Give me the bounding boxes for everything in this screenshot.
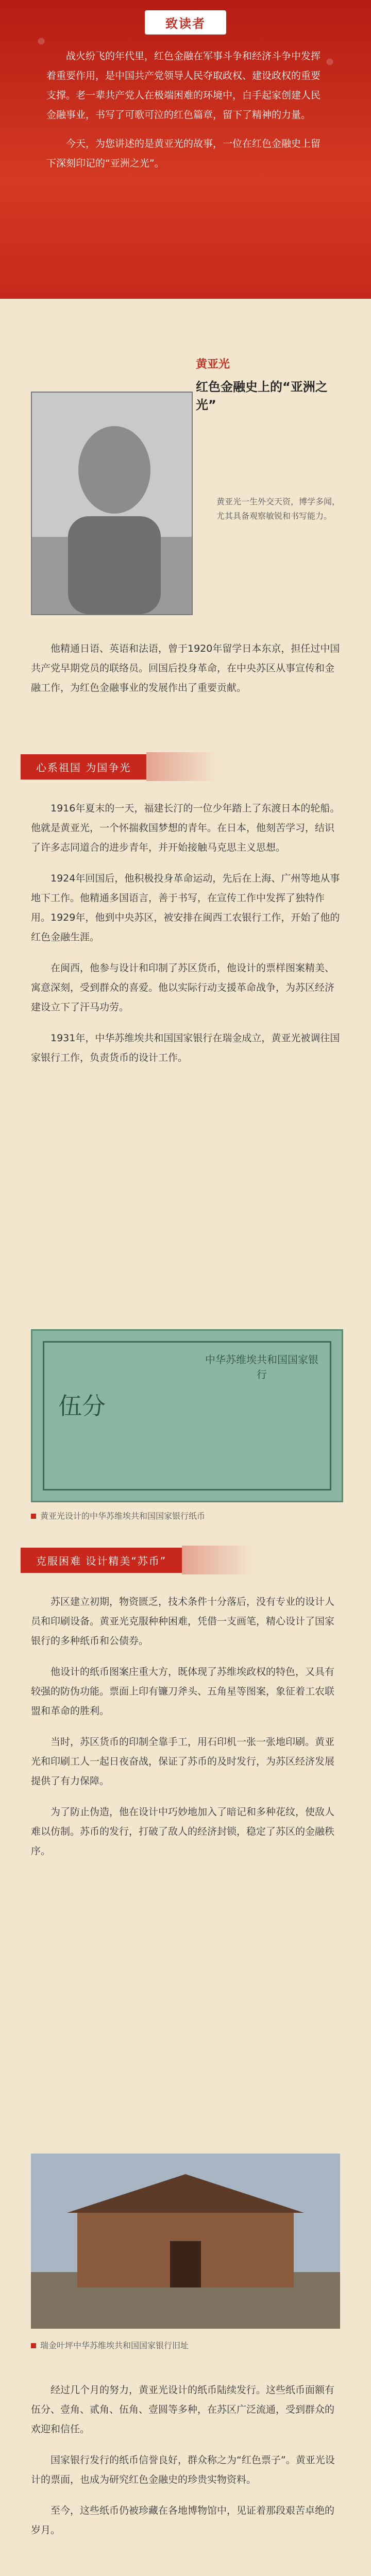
section-1-header xyxy=(21,752,218,781)
building-caption xyxy=(31,2339,340,2351)
profile-header xyxy=(196,355,340,413)
section-2b-paragraph: 国家银行发行的纸币信誉良好，群众称之为“红色票子”。黄亚光设计的票面，也成为研究红色金融史的珍贵实物资料。 xyxy=(31,2454,335,2485)
banknote-image xyxy=(31,1329,343,1502)
portrait-photo xyxy=(31,392,193,615)
intro-body xyxy=(31,639,340,709)
section-2b-paragraph: 经过几个月的努力，黄亚光设计的纸币陆续发行。这些纸币面额有伍分、壹角、贰角、伍角、壹圆等多种，在苏区广泛流通，受到群众的欢迎和信任。 xyxy=(31,2384,335,2435)
section-1-paragraph: 1924年回国后，他积极投身革命运动，先后在上海、广州等地从事地下工作。他精通多国语言，善于书写，在宣传工作中发挥了独特作用。1929年，他到中央苏区，被安排在闽西工农银行工作，开始了他的红色金融生涯。 xyxy=(31,873,340,943)
person-name: 黄亚光 xyxy=(196,358,230,371)
section-2b-paragraph: 至今，这些纸币仍被珍藏在各地博物馆中，见证着那段艰苦卓绝的岁月。 xyxy=(31,2505,335,2536)
portrait-image xyxy=(32,393,192,614)
building-photo xyxy=(31,2154,340,2329)
intro-text xyxy=(46,46,325,182)
section-1-body xyxy=(31,799,340,1079)
banknote-denomination: 伍分 xyxy=(58,1392,106,1420)
intro-paragraph-2: 今天，为您讲述的是黄亚光的故事，一位在红色金融史上留下深刻印记的“亚洲之光”。 xyxy=(46,138,321,169)
section-2b-body xyxy=(31,2380,340,2551)
section-2-paragraph: 当时，苏区货币的印制全靠手工，用石印机一张一张地印刷。黄亚光和印刷工人一起日夜奋战，保证了苏币的及时发行，为苏区经济发展提供了有力保障。 xyxy=(31,1736,335,1787)
section-2-title: 克服困难 设计精美“苏币” xyxy=(21,1548,182,1573)
section-2-paragraph: 他设计的纸币图案庄重大方，既体现了苏维埃政权的特色，又具有较强的防伪功能。票面上印有镰刀斧头、五角星等图案，象征着工农联盟和革命的胜利。 xyxy=(31,1666,335,1717)
caption-marker xyxy=(31,2343,36,2348)
banknote-caption-text: 黄亚光设计的中华苏维埃共和国国家银行纸币 xyxy=(40,1511,206,1521)
body-paragraph: 他精通日语、英语和法语，曾于1920年留学日本东京，担任过中国共产党早期党员的联络员。回国后投身革命，在中央苏区从事宣传和金融工作，为红色金融事业的发展作出了重要贡献。 xyxy=(31,643,340,693)
section-2-header xyxy=(21,1546,254,1574)
intro-paragraph-1: 战火纷飞的年代里，红色金融在军事斗争和经济斗争中发挥着重要作用，是中国共产党领导人民夺取政权、建设政权的重要支撑。老一辈共产党人在极端困难的环境中，白手起家创建人民金融事业，书写了可歌可泣的红色篇章，留下了精神的力量。 xyxy=(46,50,321,121)
header-tail xyxy=(146,752,218,781)
decorative-wave xyxy=(0,291,371,307)
section-2-paragraph: 为了防止伪造，他在设计中巧妙地加入了暗记和多种花纹，使敌人难以仿制。苏币的发行，打破了敌人的经济封锁，稳定了苏区的金融秩序。 xyxy=(31,1806,335,1857)
section-1-paragraph: 1931年，中华苏维埃共和国国家银行在瑞金成立，黄亚光被调往国家银行工作，负责货币的设计工作。 xyxy=(31,1032,340,1063)
building-image xyxy=(31,2154,340,2329)
section-2-paragraph: 苏区建立初期，物资匮乏，技术条件十分落后，没有专业的设计人员和印刷设备。黄亚光克服种种困难，凭借一支画笔，精心设计了国家银行的多种纸币和公债券。 xyxy=(31,1596,335,1647)
portrait-caption: 黄亚光一生外交天资，博学多闻，尤其具备观察敏锐和书写能力。 xyxy=(216,497,341,521)
header-tail xyxy=(182,1546,254,1574)
banknote-caption xyxy=(31,1510,340,1521)
section-1-paragraph: 在闽西，他参与设计和印制了苏区货币，他设计的票样图案精美、寓意深刻，受到群众的喜爱。他以实际行动支援革命战争，为苏区经济建设立下了汗马功劳。 xyxy=(31,962,335,1013)
section-1-title: 心系祖国 为国争光 xyxy=(21,754,146,779)
building-caption-text: 瑞金叶坪中华苏维埃共和国国家银行旧址 xyxy=(40,2341,189,2350)
caption-marker xyxy=(31,1514,36,1519)
reader-badge: 致读者 xyxy=(145,10,226,35)
section-1-paragraph: 1916年夏末的一天，福建长汀的一位少年踏上了东渡日本的轮船。他就是黄亚光，一个怀揣救国梦想的青年。在日本，他刻苦学习，结识了许多志同道合的进步青年，并开始接触马克思主义思想。 xyxy=(31,803,340,853)
profile-title: 红色金融史上的“亚洲之光” xyxy=(196,380,328,412)
section-2-body xyxy=(31,1592,340,1872)
top-banner xyxy=(0,0,371,299)
banknote-bank-name: 中华苏维埃共和国国家银行 xyxy=(205,1353,318,1381)
